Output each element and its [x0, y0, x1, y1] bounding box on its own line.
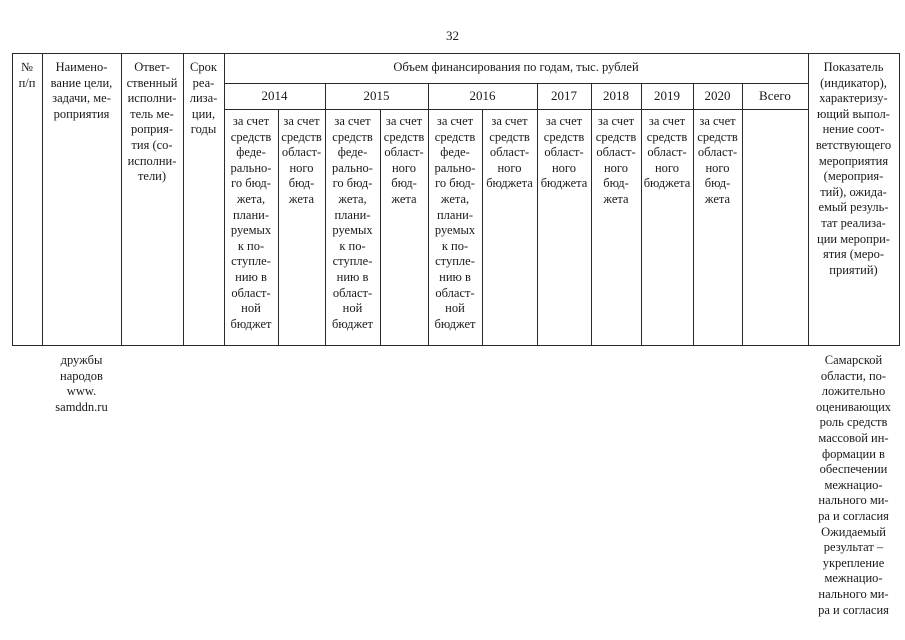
subheader-row-top-border	[224, 109, 808, 110]
subcol-2014-federal: за счет средств феде- рально- го бюд- жета, плани- руемых к по- ступле- нию в област- ной бюджет	[230, 114, 272, 331]
page-number: 32	[446, 28, 459, 43]
col-border	[12, 53, 13, 346]
col-border	[899, 53, 900, 346]
year-2017: 2017	[551, 88, 577, 103]
year-2016: 2016	[469, 88, 496, 103]
header-term: Срок реа- лиза- ции, годы	[189, 60, 218, 137]
header-indicator: Показатель (индикатор), характеризу- ющий выпол- нение соот- ветствующего мероприятия (мероприя- тий), ожида- емый резуль- тат реализа- ции меропри- ятия (меро- приятий)	[815, 60, 892, 277]
subcol-2019-regional: за счет средств област- ного бюджета	[643, 114, 691, 191]
year-2018: 2018	[603, 88, 629, 103]
subcol-2017-regional: за счет средств област- ного бюджета	[540, 114, 588, 191]
year-total: Всего	[759, 88, 791, 103]
year-row-top-border	[224, 83, 808, 84]
year-2015: 2015	[363, 88, 390, 103]
year-2019: 2019	[654, 88, 680, 103]
continuation-goal-name: дружбы народов www. samddn.ru	[55, 353, 108, 414]
year-2014: 2014	[261, 88, 288, 103]
subcol-2016-regional: за счет средств област- ного бюджета	[486, 114, 533, 191]
subcol-2015-regional: за счет средств област- ного бюд- жета	[383, 114, 425, 206]
table-top-border	[12, 53, 899, 54]
subcol-2018-regional: за счет средств област- ного бюд- жета	[595, 114, 637, 206]
header-funding: Объем финансирования по годам, тыс. рублей	[393, 60, 639, 74]
subcol-2016-federal: за счет средств феде- рально- го бюд- жета, плани- руемых к по- ступле- нию в област- ной бюджет	[434, 114, 476, 331]
header-executor: Ответ- ственный исполни- тель ме- роприя- тия (со- исполни- тели)	[126, 60, 178, 184]
header-number: № п/п	[18, 60, 36, 90]
year-border	[742, 83, 743, 346]
continuation-indicator: Самарской области, по- ложительно оценивающих роль средств массовой ин- формации в обеспечении межнацио- нального ми- ра и согласия Ожидаемый результат – укрепление межнацио- нального ми- ра и согласия	[815, 353, 892, 617]
header-bottom-border	[12, 345, 899, 346]
year-2020: 2020	[704, 88, 731, 103]
subcol-2014-regional: за счет средств област- ного бюд- жета	[281, 114, 322, 206]
header-goal-name: Наимено- вание цели, задачи, ме- роприятия	[50, 60, 113, 121]
subcol-2020-regional: за счет средств област- ного бюд- жета	[697, 114, 738, 206]
subcol-2015-federal: за счет средств феде- рально- го бюд- жета, плани- руемых к по- ступле- нию в област- ной бюджет	[332, 114, 373, 331]
